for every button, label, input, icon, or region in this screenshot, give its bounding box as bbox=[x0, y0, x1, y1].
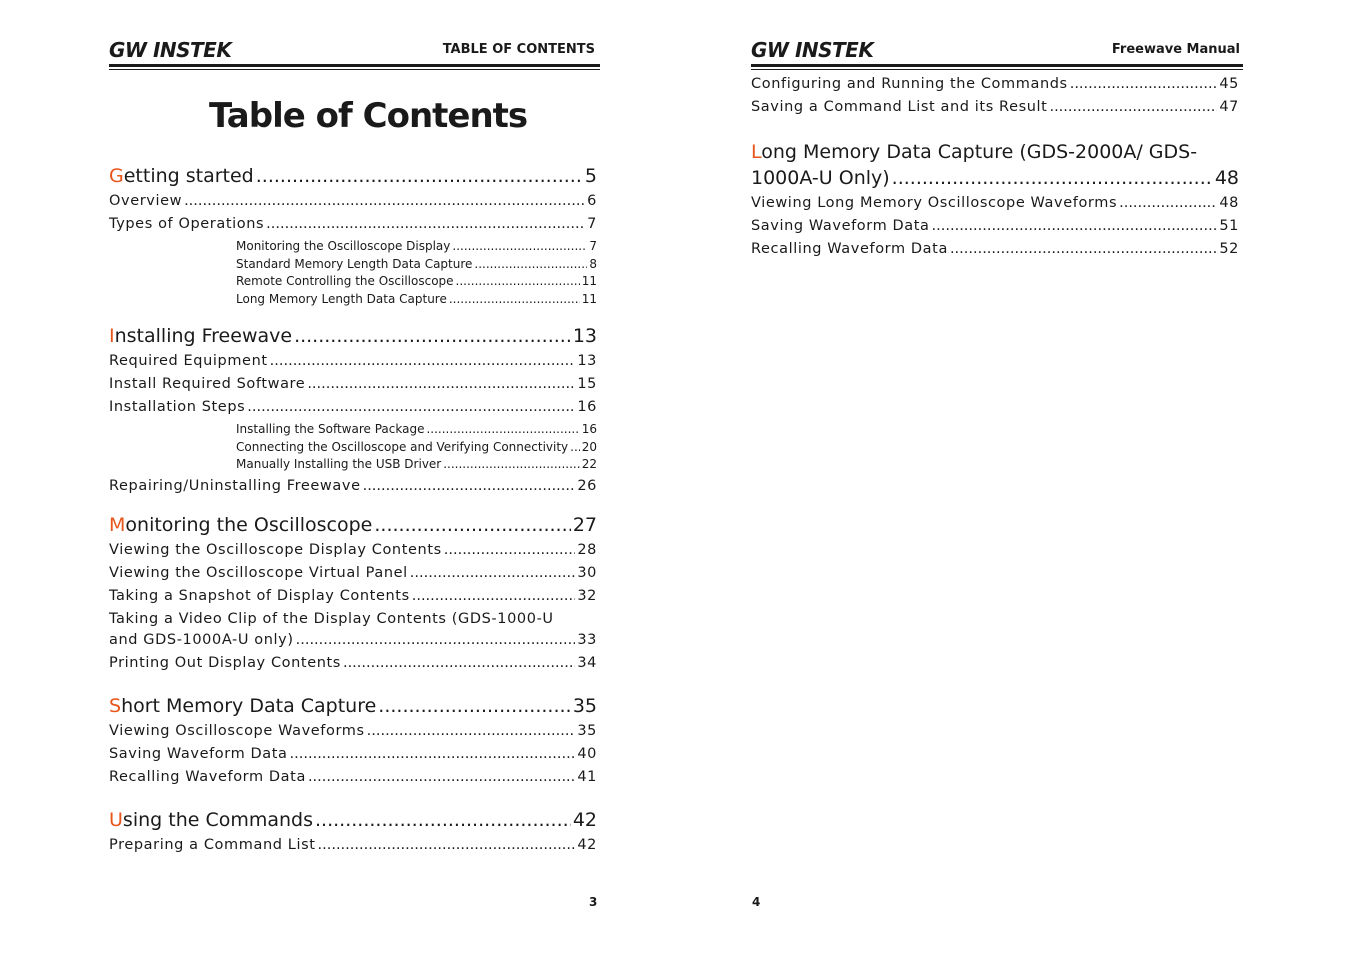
chapter-page: 42 bbox=[572, 809, 597, 831]
toc-entry-line1[interactable]: Taking a Video Clip of the Display Contents (GDS-1000-U bbox=[109, 611, 554, 627]
entry-page: 15 bbox=[577, 376, 597, 392]
leader-dots bbox=[1049, 99, 1217, 115]
toc-subentry[interactable] bbox=[109, 239, 597, 257]
entry-title: Viewing Oscilloscope Waveforms bbox=[109, 723, 365, 739]
entry-title: Taking a Snapshot of Display Contents bbox=[109, 588, 410, 604]
running-header: Freewave Manual bbox=[1111, 42, 1240, 57]
leader-dots bbox=[452, 239, 587, 253]
header-rule-thin bbox=[109, 69, 600, 70]
leader-dots bbox=[318, 837, 576, 853]
toc-subentry[interactable] bbox=[109, 257, 597, 275]
toc-chapter[interactable] bbox=[109, 165, 597, 193]
toc-left bbox=[109, 695, 597, 792]
leader-dots bbox=[892, 167, 1213, 189]
toc-entry[interactable] bbox=[109, 588, 597, 611]
leader-dots bbox=[343, 655, 575, 671]
leader-dots bbox=[378, 695, 571, 717]
chapter-initial: M bbox=[109, 514, 126, 536]
entry-title: Installation Steps bbox=[109, 399, 246, 415]
chapter-page: 27 bbox=[572, 514, 597, 536]
leader-dots bbox=[474, 257, 587, 271]
entry-page: 26 bbox=[577, 477, 597, 494]
toc-subentry[interactable] bbox=[109, 292, 597, 310]
brand-logo: GW INSTEK bbox=[751, 38, 874, 62]
left-page bbox=[109, 0, 600, 954]
leader-dots bbox=[296, 632, 576, 648]
leader-dots bbox=[270, 353, 576, 369]
leader-dots bbox=[410, 565, 576, 581]
toc-left bbox=[109, 325, 597, 501]
toc-chapter[interactable] bbox=[751, 167, 1239, 195]
entry-title: Viewing the Oscilloscope Display Contents bbox=[109, 542, 442, 558]
chapter-title: hort Memory Data Capture bbox=[121, 695, 377, 717]
brand-logo: GW INSTEK bbox=[109, 38, 232, 62]
entry-page: 11 bbox=[581, 291, 597, 306]
leader-dots bbox=[374, 514, 570, 536]
toc-entry[interactable] bbox=[109, 723, 597, 746]
toc-entry[interactable] bbox=[109, 655, 597, 678]
chapter-page: 35 bbox=[572, 695, 597, 717]
entry-page: 34 bbox=[577, 655, 597, 671]
toc-entry[interactable] bbox=[109, 769, 597, 792]
toc-entry[interactable] bbox=[109, 632, 597, 655]
leader-dots bbox=[426, 422, 579, 436]
leader-dots bbox=[256, 165, 583, 187]
entry-title: Viewing Long Memory Oscilloscope Waveforms bbox=[751, 195, 1118, 211]
toc-entry[interactable] bbox=[751, 218, 1239, 241]
chapter-initial: L bbox=[751, 141, 762, 163]
entry-page: 6 bbox=[587, 193, 597, 209]
header-rule bbox=[109, 64, 600, 67]
entry-page: 40 bbox=[577, 746, 597, 762]
leader-dots bbox=[412, 588, 576, 604]
toc-entry[interactable] bbox=[751, 241, 1239, 264]
entry-title: Repairing/Uninstalling Freewave bbox=[109, 477, 361, 494]
toc-entry[interactable] bbox=[109, 542, 597, 565]
header-rule bbox=[751, 64, 1243, 67]
page-title: Table of Contents bbox=[209, 96, 528, 136]
chapter-title: nstalling Freewave bbox=[114, 325, 293, 347]
entry-title: Preparing a Command List bbox=[109, 837, 316, 853]
leader-dots bbox=[1119, 195, 1217, 211]
entry-title: Viewing the Oscilloscope Virtual Panel bbox=[109, 565, 408, 581]
toc-entry[interactable] bbox=[109, 193, 597, 216]
toc-right bbox=[751, 76, 1239, 122]
entry-page: 8 bbox=[589, 256, 597, 271]
entry-page: 16 bbox=[581, 422, 597, 436]
page-number: 3 bbox=[589, 895, 598, 909]
toc-left bbox=[109, 809, 597, 860]
entry-title: Required Equipment bbox=[109, 353, 268, 369]
toc-entry[interactable] bbox=[109, 478, 597, 501]
right-page bbox=[751, 0, 1243, 954]
page-number: 4 bbox=[752, 895, 761, 909]
entry-title: Saving a Command List and its Result bbox=[751, 99, 1048, 115]
toc-chapter[interactable] bbox=[109, 695, 597, 723]
toc-entry[interactable] bbox=[109, 353, 597, 376]
entry-title: Standard Memory Length Data Capture bbox=[236, 256, 473, 271]
toc-entry[interactable] bbox=[109, 399, 597, 422]
chapter-page: 48 bbox=[1214, 167, 1239, 189]
leader-dots bbox=[1070, 76, 1218, 92]
entry-page: 20 bbox=[581, 439, 597, 454]
leader-dots bbox=[950, 241, 1217, 257]
chapter-title: etting started bbox=[123, 165, 254, 187]
chapter-page: 5 bbox=[584, 165, 597, 187]
entry-page: 30 bbox=[577, 565, 597, 581]
leader-dots bbox=[449, 292, 580, 306]
chapter-initial: S bbox=[109, 695, 122, 717]
running-header: TABLE OF CONTENTS bbox=[442, 42, 595, 57]
toc-entry[interactable] bbox=[109, 746, 597, 769]
entry-page: 32 bbox=[577, 588, 597, 604]
chapter-initial: U bbox=[109, 809, 123, 831]
toc-subentry[interactable] bbox=[109, 422, 597, 440]
toc-entry[interactable] bbox=[109, 216, 597, 239]
leader-dots bbox=[266, 216, 585, 232]
toc-left bbox=[109, 165, 597, 309]
entry-page: 51 bbox=[1219, 218, 1239, 234]
leader-dots bbox=[444, 542, 576, 558]
leader-dots bbox=[363, 478, 576, 494]
entry-title: Recalling Waveform Data bbox=[751, 241, 948, 257]
entry-title: Configuring and Running the Commands bbox=[751, 76, 1068, 92]
entry-page: 48 bbox=[1219, 195, 1239, 211]
entry-page: 41 bbox=[577, 769, 597, 785]
toc-subentry[interactable] bbox=[109, 457, 597, 475]
toc-entry[interactable] bbox=[751, 76, 1239, 99]
entry-title: Saving Waveform Data bbox=[109, 746, 288, 762]
entry-page: 35 bbox=[577, 723, 597, 739]
leader-dots bbox=[247, 399, 575, 415]
leader-dots bbox=[367, 723, 576, 739]
entry-title: Types of Operations bbox=[109, 216, 265, 232]
leader-dots bbox=[443, 457, 579, 471]
entry-page: 52 bbox=[1219, 241, 1239, 257]
entry-title: Manually Installing the USB Driver bbox=[236, 457, 442, 471]
leader-dots bbox=[308, 769, 575, 785]
entry-title: Monitoring the Oscilloscope Display bbox=[236, 239, 451, 253]
entry-page: 33 bbox=[577, 632, 597, 648]
page-header bbox=[751, 36, 1243, 70]
entry-title: Saving Waveform Data bbox=[751, 218, 930, 234]
leader-dots bbox=[307, 376, 575, 392]
chapter-title: 1000A-U Only) bbox=[751, 167, 890, 189]
toc-entry[interactable] bbox=[109, 565, 597, 588]
toc-chapter[interactable] bbox=[109, 809, 597, 837]
toc-entry[interactable] bbox=[751, 99, 1239, 122]
toc-chapter-line1[interactable] bbox=[751, 141, 1239, 167]
entry-page: 16 bbox=[577, 399, 597, 415]
leader-dots bbox=[932, 218, 1218, 234]
leader-dots bbox=[456, 274, 580, 288]
toc-subentry[interactable] bbox=[109, 440, 597, 458]
entry-page: 7 bbox=[587, 216, 597, 232]
toc-entry[interactable] bbox=[109, 837, 597, 860]
entry-title: Long Memory Length Data Capture bbox=[236, 291, 447, 306]
entry-page: 45 bbox=[1219, 76, 1239, 92]
page-header bbox=[109, 36, 600, 70]
entry-title: Connecting the Oscilloscope and Verifying Connectivity bbox=[236, 439, 569, 454]
leader-dots bbox=[184, 193, 585, 209]
entry-page: 13 bbox=[577, 353, 597, 369]
entry-page: 7 bbox=[589, 239, 597, 253]
entry-title: Printing Out Display Contents bbox=[109, 655, 341, 671]
entry-page: 42 bbox=[577, 837, 597, 853]
toc-right bbox=[751, 141, 1239, 264]
chapter-title: sing the Commands bbox=[122, 809, 314, 831]
chapter-initial: G bbox=[109, 165, 124, 187]
entry-title: Recalling Waveform Data bbox=[109, 769, 306, 785]
toc-left bbox=[109, 514, 597, 678]
toc-chapter[interactable] bbox=[109, 514, 597, 542]
toc-subentry[interactable] bbox=[109, 274, 597, 292]
entry-page: 28 bbox=[577, 542, 597, 558]
entry-title: Installing the Software Package bbox=[236, 422, 425, 436]
toc-chapter[interactable] bbox=[109, 325, 597, 353]
entry-page: 47 bbox=[1219, 99, 1239, 115]
entry-title: and GDS-1000A-U only) bbox=[109, 632, 294, 648]
entry-page: 11 bbox=[581, 274, 597, 288]
leader-dots bbox=[570, 440, 580, 454]
toc-entry[interactable] bbox=[751, 195, 1239, 218]
chapter-title: onitoring the Oscilloscope bbox=[125, 514, 373, 536]
toc-entry[interactable] bbox=[109, 376, 597, 399]
entry-title: Install Required Software bbox=[109, 376, 306, 392]
leader-dots bbox=[290, 746, 576, 762]
leader-dots bbox=[315, 809, 571, 831]
chapter-initial: I bbox=[109, 325, 115, 347]
entry-title: Remote Controlling the Oscilloscope bbox=[236, 274, 454, 288]
chapter-title-line1: ong Memory Data Capture (GDS-2000A/ GDS- bbox=[761, 141, 1198, 163]
entry-title: Overview bbox=[109, 193, 183, 209]
leader-dots bbox=[294, 325, 571, 347]
entry-page: 22 bbox=[581, 457, 597, 471]
chapter-page: 13 bbox=[572, 325, 597, 347]
header-rule-thin bbox=[751, 69, 1243, 70]
